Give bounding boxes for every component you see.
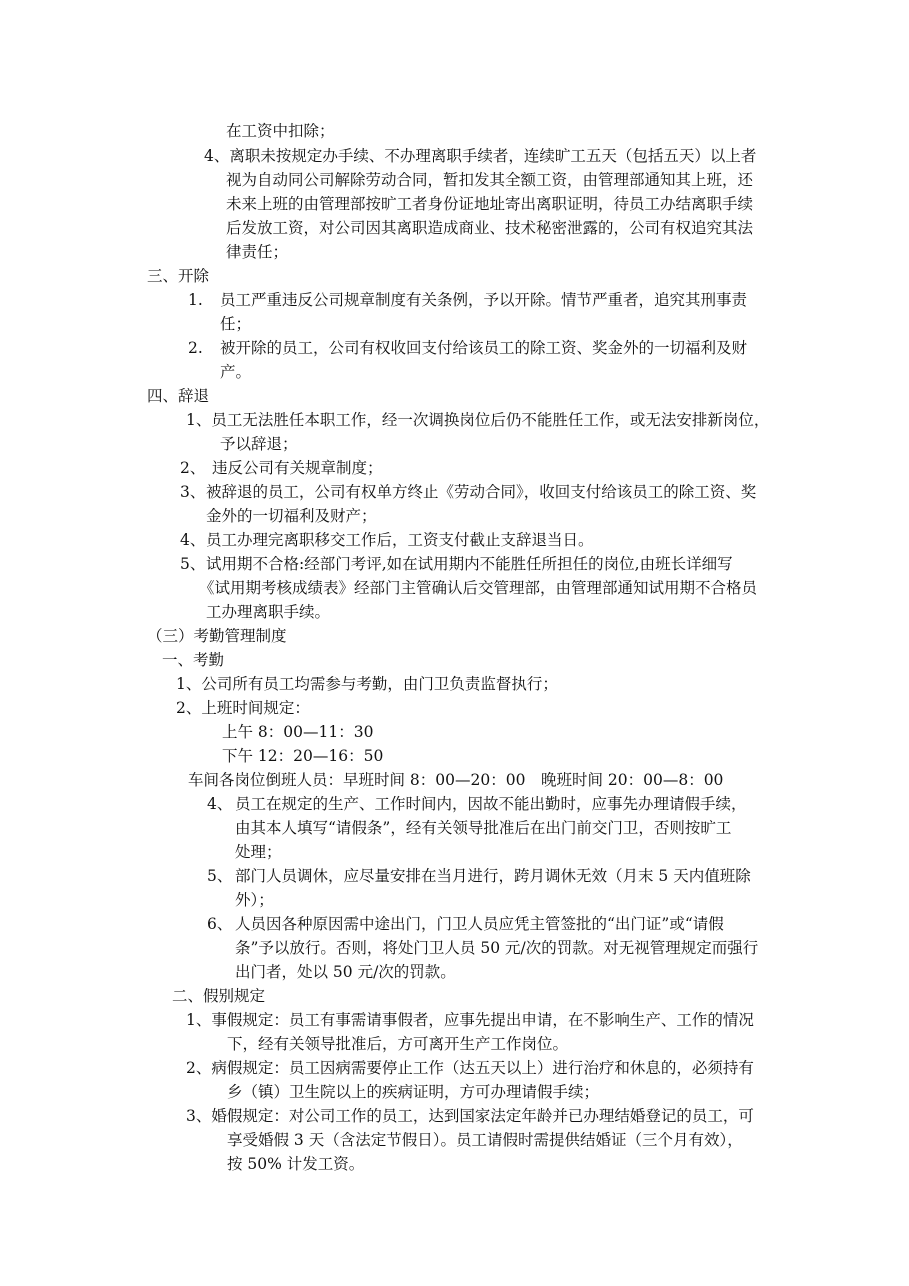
text-line: 享受婚假 3 天（含法定节假日）。员工请假时需提供结婚证（三个月有效），	[227, 1131, 743, 1149]
text-line: 律责任；	[226, 243, 289, 261]
text-line: 乡（镇）卫生院以上的疾病证明，方可办理请假手续；	[227, 1083, 600, 1101]
text-line: 下，经有关领导批准后，方可离开生产工作岗位。	[227, 1035, 569, 1053]
text-line: 被辞退的员工，公司有权单方终止《劳动合同》，收回支付给该员工的除工资、奖	[206, 483, 757, 501]
list-item-2: 2、病假规定：员工因病需要停止工作（达五天以上）进行治疗和休息的，必须持有	[186, 1059, 754, 1077]
chapter-heading: （三）考勤管理制度	[147, 627, 287, 645]
section-heading: 四、辞退	[147, 387, 210, 405]
text-line: 《试用期考核成绩表》经部门主管确认后交管理部，由管理部通知试用期不合格员	[199, 579, 758, 597]
text-line: 视为自动同公司解除劳动合同，暂扣发其全额工资，由管理部通知其上班，还	[226, 171, 754, 189]
text-line: 下午 12：20—16：50	[222, 747, 384, 765]
text-line: 部门人员调休，应尽量安排在当月进行，跨月调休无效（月末 5 天内值班除	[235, 867, 751, 885]
text-line: 予以辞退；	[220, 435, 298, 453]
list-number: 5、	[180, 555, 206, 573]
text-line: 被开除的员工，公司有权收回支付给该员工的除工资、奖金外的一切福利及财	[220, 339, 748, 357]
list-number: 1.	[188, 291, 203, 309]
section-heading: 三、开除	[147, 267, 210, 285]
list-number: 6、	[207, 915, 233, 933]
list-number: 4、	[180, 531, 206, 549]
text-line: 车间各岗位倒班人员：早班时间 8：00—20：00 晚班时间 20：00—8：00	[188, 771, 724, 789]
text-line: 未来上班的由管理部按旷工者身份证地址寄出离职证明，待员工办结离职手续	[226, 195, 754, 213]
list-item-1: 1、事假规定：员工有事需请事假者，应事先提出申请，在不影响生产、工作的情况	[186, 1011, 754, 1029]
section-heading: 二、假别规定	[172, 987, 266, 1005]
text-line: 后发放工资，对公司因其离职造成商业、技术秘密泄露的，公司有权追究其法	[226, 219, 754, 237]
text-line: 由其本人填写“请假条”，经有关领导批准后在出门前交门卫，否则按旷工	[235, 819, 732, 837]
text-line: 产。	[220, 363, 252, 381]
list-item-1: 1、员工无法胜任本职工作，经一次调换岗位后仍不能胜任工作，或无法安排新岗位，	[186, 411, 770, 429]
text-line: 违反公司有关规章制度；	[212, 459, 383, 477]
text-line: 条”予以放行。否则，将处门卫人员 50 元/次的罚款。对无视管理规定而强行	[235, 939, 759, 957]
text-line: 上午 8：00—11：30	[222, 723, 374, 741]
section-heading: 一、考勤	[162, 651, 225, 669]
text-line: 员工办理完离职移交工作后，工资支付截止支辞退当日。	[206, 531, 594, 549]
text-line: 试用期不合格:经部门考评,如在试用期内不能胜任所担任的岗位,由班长详细写	[206, 555, 733, 573]
text-line: 员工严重违反公司规章制度有关条例，予以开除。情节严重者，追究其刑事责	[220, 291, 748, 309]
list-number: 2、	[180, 459, 206, 477]
text-line: 按 50% 计发工资。	[227, 1155, 365, 1173]
list-item-4: 4、离职未按规定办手续、不办理离职手续者，连续旷工五天（包括五天）以上者	[204, 147, 757, 165]
text-line: 任；	[220, 315, 252, 333]
text-line: 人员因各种原因需中途出门，门卫人员应凭主管签批的“出门证”或“请假	[235, 915, 724, 933]
list-item-1: 1、公司所有员工均需参与考勤，由门卫负责监督执行；	[176, 675, 558, 693]
text-line: 出门者，处以 50 元/次的罚款。	[235, 963, 456, 981]
list-number: 5、	[207, 867, 233, 885]
text-line: 金外的一切福利及财产；	[206, 507, 377, 525]
list-number: 4、	[207, 795, 233, 813]
text-line: 工办理离职手续。	[206, 603, 331, 621]
list-item-3: 3、婚假规定：对公司工作的员工，达到国家法定年龄并已办理结婚登记的员工，可	[186, 1107, 754, 1125]
text-line: 外）；	[235, 891, 274, 909]
text-line: 员工在规定的生产、工作时间内，因故不能出勤时，应事先办理请假手续，	[235, 795, 747, 813]
text-line: 在工资中扣除；	[226, 122, 335, 140]
list-number: 3、	[180, 483, 206, 501]
text-line: 处理；	[235, 843, 282, 861]
list-item-2: 2、上班时间规定：	[176, 699, 310, 717]
list-number: 2.	[188, 339, 203, 357]
